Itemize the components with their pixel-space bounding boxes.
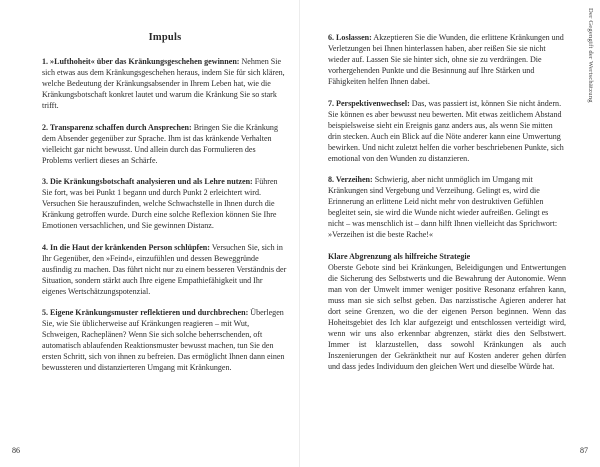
impulse-label: 3. Die Kränkungsbotschaft analysieren und als Lehre nutzen: xyxy=(42,177,253,186)
left-column xyxy=(42,32,288,384)
impulse-text: Schwierig, aber nicht unmöglich im Umgang mit Kränkungen sind Vergebung und Verzeihung. Gelingt es, wird die Erinnerung an erlittene Leid nicht mehr von destruktiven Gefühlen begleitet sein, sie wird die Wunde nicht wieder aufreißen. Gelingt es nicht – was menschlich ist – dann hilft Ihnen vielleicht das Sprichwort: »Verzeihen ist die beste Rache!« xyxy=(328,175,558,239)
body-paragraph: Oberste Gebote sind bei Kränkungen, Beleidigungen und Entwertungen die Sicherung des Selbstwerts und die Bewahrung der Autonomie. Wenn man von der Umwelt immer weniger positive Resonanz erfahren kann, muss man sie sich selbst geben. Das narzisstische Agieren anderer hat dort seine Grenzen, wo die der eigenen Person beginnen. Wenn das Hoheitsgebiet des Ich klar aufgezeigt und entschlossen verteidigt wird, wenn wir uns also erkennbar abgrenzen, stärkt dies den Selbstwert. Immer ist klarzustellen, dass sowohl Kränkungen als auch Inszenierungen der Gekränktheit nur auf Kosten anderer gehen dürfen und dass jedes Individuum den gleichen Wert und dieselbe Würde hat. xyxy=(328,262,566,371)
page-number-right: 87 xyxy=(580,446,588,455)
impulse-text: Führen Sie fort, was bei Punkt 1 begann und durch Punkt 2 erleichtert wird. Versuchen Sie herauszufinden, welche Schwachstelle in Ihnen durch die Kränkung getroffen wurde. Durch eine solche Reflexion können Sie Ihre Emotionen versachlichen, und Sie gewinnen Distanz. xyxy=(42,177,278,230)
impulse-item-7 xyxy=(328,98,566,164)
impulse-text: Das, was passiert ist, können Sie nicht ändern. Sie können es aber bewusst neu bewerten. Mit etwas zeitlichem Abstand beispielsweise sieht ein Ereignis ganz anders aus, als wenn Sie mitten drin stecken. Auch ein Blick auf die Nöte anderer kann eine Umwertung bewirken. Und nicht zuletzt helfen die vorher beschriebenen Punkte, sich emotional von den Wunden zu distanzieren. xyxy=(328,98,564,163)
impulse-text: Überlegen Sie, wie Sie üblicherweise auf Kränkungen reagieren – mit Wut, Schweigen, Racheplänen? Wenn Sie sich solche beherrschenden, oft automatisch ablaufenden Reaktionsmuster bewusst machen, tun Sie den ersten Schritt, sich von ihnen zu befreien. Das ermöglicht Ihnen dann einen bewussteren und distanzierteren Umgang mit Kränkungen. xyxy=(42,308,285,372)
section-subheading: Klare Abgrenzung als hilfreiche Strategie xyxy=(328,251,471,261)
right-page xyxy=(300,0,600,467)
impulse-item-8 xyxy=(328,174,566,240)
impulse-text: Bringen Sie die Kränkung dem Absender gegenüber zur Sprache. Ihm ist das kränkende Verhalten vielleicht gar nicht bewusst. Und allein durch das Formulieren des Problems verliert dieses an Schärfe. xyxy=(42,122,278,165)
impulse-label: 5. Eigene Kränkungsmuster reflektieren und durchbrechen: xyxy=(42,308,249,317)
impulse-item-6 xyxy=(328,32,566,87)
impulse-text: Nehmen Sie sich etwas aus dem Kränkungsgeschehen heraus, indem Sie für sich klären, welche Bedeutung der Kränkungsabsender in Ihrem Leben hat, wie die Kränkungsbotschaft konkret lautet und warum die Kränkung Sie so stark trifft. xyxy=(42,57,285,110)
right-column xyxy=(328,32,566,382)
impulse-label: 1. »Lufthoheit« über das Kränkungsgeschehen gewinnen: xyxy=(42,57,240,66)
impulse-label: 6. Loslassen: xyxy=(328,33,372,42)
impulse-label: 7. Perspektivenwechsel: xyxy=(328,98,410,108)
impulse-item-4 xyxy=(42,242,288,297)
impulse-text: Versuchen Sie, sich in Ihr Gegenüber, den »Feind«, einzufühlen und dessen Beweggründe ausfindig zu machen. Das führt nicht nur zu einem besseren Verständnis der Situation, sondern stärkt auch Ihre eigene Empathiefähigkeit und Ihr eigenes Wertschätzungspotenzial. xyxy=(42,242,287,296)
page-number-left: 86 xyxy=(12,446,20,455)
impulse-label: 8. Verzeihen: xyxy=(328,175,373,184)
impulse-label: 2. Transparenz schaffen durch Ansprechen: xyxy=(42,122,192,132)
running-head: Der Gegengift der Wertschätzung xyxy=(587,8,594,103)
impulse-text: Akzeptieren Sie die Wunden, die erlittene Kränkungen und Verletzungen bei Ihnen hinterlassen haben, aber reißen Sie sie nicht wieder auf. Lassen Sie sie hinter sich, ohne sie zu verdrängen. Die vorhergehenden Punkte und die Besinnung auf Ihre Stärken und Fähigkeiten helfen Ihnen dabei. xyxy=(328,33,564,86)
impulse-item-1 xyxy=(42,56,288,111)
section-heading: Impuls xyxy=(148,32,182,43)
impulse-item-3 xyxy=(42,176,288,231)
impulse-label: 4. In die Haut der kränkenden Person schlüpfen: xyxy=(42,242,210,252)
impulse-item-5 xyxy=(42,307,288,373)
impulse-item-2 xyxy=(42,122,288,166)
